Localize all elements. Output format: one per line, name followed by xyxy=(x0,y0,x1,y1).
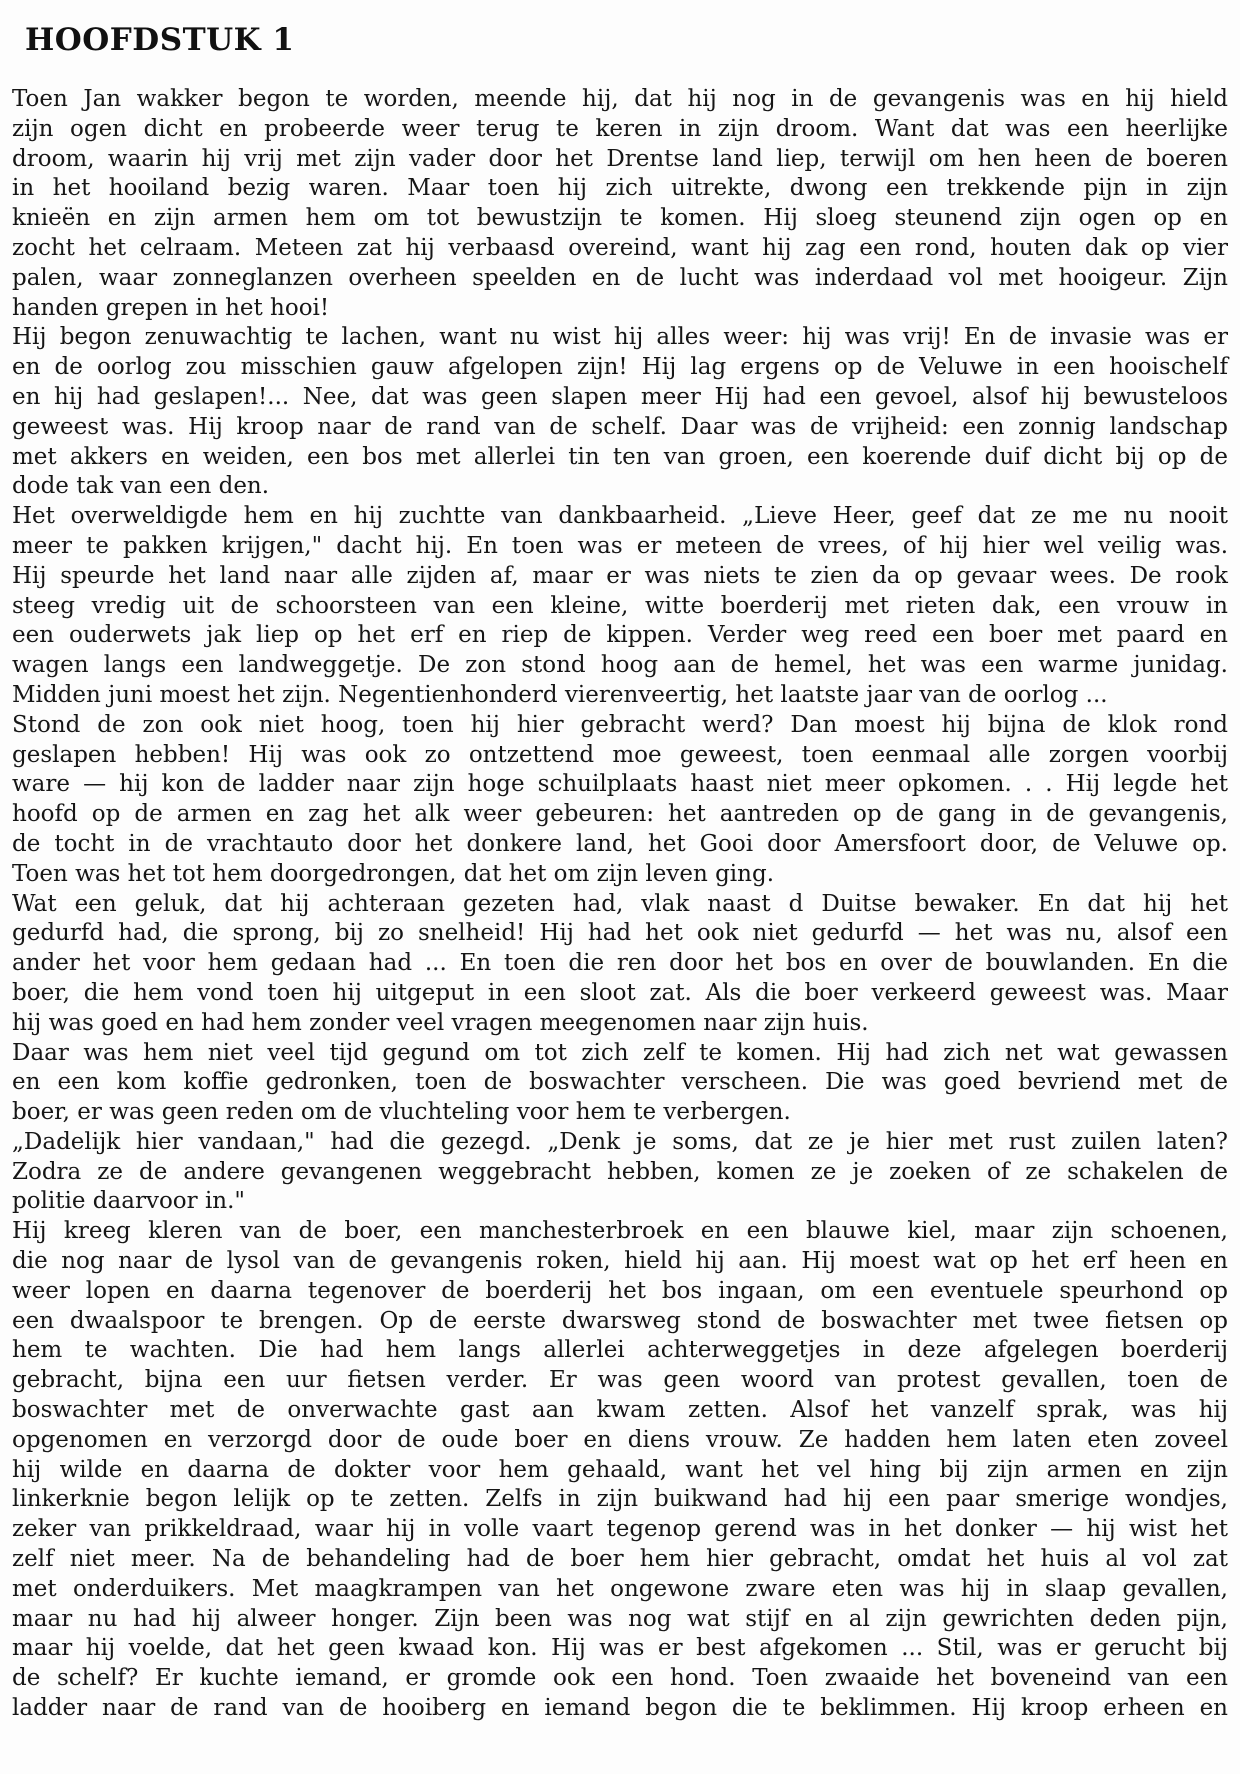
text-line: gedurfd had, die sprong, bij zo snelheid! Hij had het ook niet gedurfd — het was nu, alsof een xyxy=(12,920,1228,947)
text-line: Wat een geluk, dat hij achteraan gezeten had, vlak naast d Duitse bewaker. En dat hij het xyxy=(12,890,1228,917)
text-line: Daar was hem niet veel tijd gegund om tot zich zelf te komen. Hij had zich net wat gewassen xyxy=(12,1039,1228,1066)
text-line: wagen langs een landweggetje. De zon stond hoog aan de hemel, het was een warme junidag. xyxy=(12,652,1228,679)
text-line: dode tak van een den. xyxy=(12,473,270,500)
text-line: hij wilde en daarna de dokter voor hem gehaald, want het vel hing bij zijn armen en zijn xyxy=(12,1456,1228,1483)
text-line: Toen Jan wakker begon te worden, meende hij, dat hij nog in de gevangenis was en hij hield xyxy=(12,86,1228,112)
document-page xyxy=(0,22,1240,1724)
text-line: Zodra ze de andere gevangenen weggebracht hebben, komen ze je zoeken of ze schakelen de xyxy=(12,1158,1228,1185)
text-line: palen, waar zonneglanzen overheen speelden en de lucht was inderdaad vol met hooigeur. Zijn xyxy=(12,264,1228,291)
paragraph xyxy=(12,711,1228,890)
paragraph xyxy=(12,323,1228,502)
text-line: weer lopen en daarna tegenover de boerderij het bos ingaan, om een eventuele speurhond op xyxy=(12,1277,1228,1304)
text-line: zelf niet meer. Na de behandeling had de boer hem hier gebracht, omdat het huis al vol zat xyxy=(12,1546,1228,1573)
text-line: boswachter met de onverwachte gast aan kwam zetten. Alsof het vanzelf sprak, was hij xyxy=(12,1397,1228,1424)
text-line: boer, er was geen reden om de vluchteling voor hem te verbergen. xyxy=(12,1099,791,1126)
text-line: geslapen hebben! Hij was ook zo ontzettend moe geweest, toen eenmaal alle zorgen voorbij xyxy=(12,741,1228,768)
text-line: zijn ogen dicht en probeerde weer terug te keren in zijn droom. Want dat was een heerlijke xyxy=(12,115,1228,142)
text-line: Hij kreeg kleren van de boer, een manchesterbroek en een blauwe kiel, maar zijn schoenen, xyxy=(12,1218,1228,1245)
text-line: zeker van prikkeldraad, waar hij in volle vaart tegenop gerend was in het donker — hij wist het xyxy=(12,1516,1228,1543)
text-line: knieën en zijn armen hem om tot bewustzijn te komen. Hij sloeg steunend zijn ogen op en xyxy=(12,205,1228,232)
text-line: ladder naar de rand van de hooiberg en iemand begon die te beklimmen. Hij kroop erheen en xyxy=(12,1695,1228,1722)
text-line: Toen was het tot hem doorgedrongen, dat het om zijn leven ging. xyxy=(12,860,774,887)
text-line: een ouderwets jak liep op het erf en riep de kippen. Verder weg reed een boer met paard en xyxy=(12,622,1228,649)
text-line: hem te wachten. Die had hem langs allerlei achterweggetjes in deze afgelegen boerderij xyxy=(12,1337,1228,1364)
text-line: hoofd op de armen en zag het alk weer gebeuren: het aantreden op de gang in de gevangenis, xyxy=(12,801,1228,828)
text-line: Het overweldigde hem en hij zuchtte van dankbaarheid. „Lieve Heer, geef dat ze me nu nooit xyxy=(12,503,1228,530)
text-line: en een kom koffie gedronken, toen de boswachter verscheen. Die was goed bevriend met de xyxy=(12,1069,1228,1096)
text-line: Hij speurde het land naar alle zijden af, maar er was niets te zien da op gevaar wees. De rook xyxy=(12,562,1228,589)
text-line: opgenomen en verzorgd door de oude boer en diens vrouw. Ze hadden hem laten eten zoveel xyxy=(12,1426,1228,1453)
paragraph xyxy=(12,502,1228,711)
text-line: de tocht in de vrachtauto door het donkere land, het Gooi door Amersfoort door, de Veluwe op. xyxy=(12,830,1228,857)
text-line: hij was goed en had hem zonder veel vragen meegenomen naar zijn huis. xyxy=(12,1009,869,1036)
text-line: steeg vredig uit de schoorsteen van een kleine, witte boerderij met rieten dak, een vrouw in xyxy=(12,592,1228,619)
paragraph xyxy=(12,1039,1228,1128)
text-line: handen grepen in het hooi! xyxy=(12,294,330,321)
text-line: Midden juni moest het zijn. Negentienhonderd vierenveertig, het laatste jaar van de oorlog ... xyxy=(12,681,1108,708)
text-line: maar hij voelde, dat het geen kwaad kon. Hij was er best afgekomen ... Stil, was er gerucht bij xyxy=(12,1635,1228,1662)
text-line: Hij begon zenuwachtig te lachen, want nu wist hij alles weer: hij was vrij! En de invasie was er xyxy=(12,324,1228,351)
text-line: met onderduikers. Met maagkrampen van het ongewone zware eten was hij in slaap gevallen, xyxy=(12,1575,1228,1602)
body-text xyxy=(12,85,1228,1724)
text-line: en de oorlog zou misschien gauw afgelopen zijn! Hij lag ergens op de Veluwe in een hooischelf xyxy=(12,354,1228,381)
text-line: in het hooiland bezig waren. Maar toen hij zich uitrekte, dwong een trekkende pijn in zijn xyxy=(12,175,1228,202)
paragraph xyxy=(12,85,1228,323)
text-line: „Dadelijk hier vandaan," had die gezegd. „Denk je soms, dat ze je hier met rust zuilen laten? xyxy=(12,1128,1228,1155)
text-line: Stond de zon ook niet hoog, toen hij hier gebracht werd? Dan moest hij bijna de klok rond xyxy=(12,711,1228,738)
text-line: de schelf? Er kuchte iemand, er gromde ook een hond. Toen zwaaide het boveneind van een xyxy=(12,1665,1228,1692)
text-line: maar nu had hij alweer honger. Zijn been was nog wat stijf en al zijn gewrichten deden pijn, xyxy=(12,1605,1228,1632)
text-line: linkerknie begon lelijk op te zetten. Zelfs in zijn buikwand had hij een paar smerige wondjes, xyxy=(12,1486,1228,1513)
text-line: meer te pakken krijgen," dacht hij. En toen was er meteen de vrees, of hij hier wel veilig was. xyxy=(12,532,1228,559)
paragraph xyxy=(12,1128,1228,1217)
text-line: een dwaalspoor te brengen. Op de eerste dwarsweg stond de boswachter met twee fietsen op xyxy=(12,1307,1228,1334)
text-line: gebracht, bijna een uur fietsen verder. Er was geen woord van protest gevallen, toen de xyxy=(12,1367,1228,1394)
paragraph xyxy=(12,1217,1228,1724)
text-line: die nog naar de lysol van de gevangenis roken, hield hij aan. Hij moest wat op het erf heen en xyxy=(12,1248,1228,1275)
text-line: boer, die hem vond toen hij uitgeput in een sloot zat. Als die boer verkeerd geweest was. Maar xyxy=(12,979,1228,1006)
text-line: politie daarvoor in." xyxy=(12,1188,245,1215)
text-line: en hij had geslapen!... Nee, dat was geen slapen meer Hij had een gevoel, alsof hij bewusteloos xyxy=(12,383,1228,410)
text-line: geweest was. Hij kroop naar de rand van de schelf. Daar was de vrijheid: een zonnig landschap xyxy=(12,413,1228,440)
text-line: met akkers en weiden, een bos met allerlei tin ten van groen, een koerende duif dicht bij op de xyxy=(12,443,1228,470)
text-line: ander het voor hem gedaan had ... En toen die ren door het bos en over de bouwlanden. En die xyxy=(12,950,1228,977)
text-line: droom, waarin hij vrij met zijn vader door het Drentse land liep, terwijl om hen heen de boeren xyxy=(12,145,1228,172)
paragraph xyxy=(12,890,1228,1039)
text-line: ware — hij kon de ladder naar zijn hoge schuilplaats haast niet meer opkomen. . . Hij legde het xyxy=(12,771,1228,798)
chapter-heading: HOOFDSTUK 1 xyxy=(25,22,295,58)
text-line: zocht het celraam. Meteen zat hij verbaasd overeind, want hij zag een rond, houten dak op vier xyxy=(12,234,1228,261)
